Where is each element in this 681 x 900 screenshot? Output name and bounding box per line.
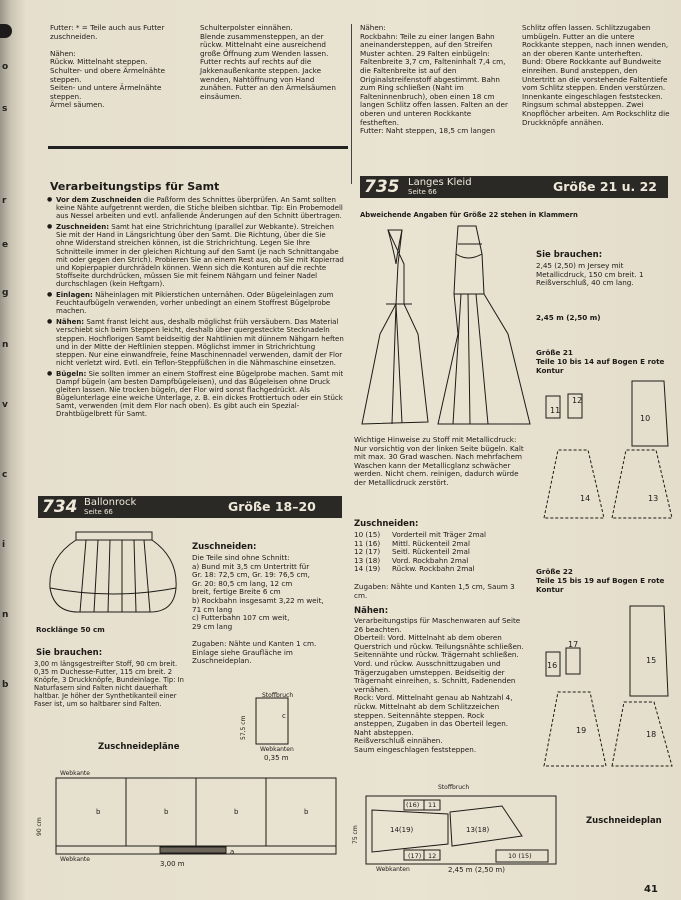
pattern-label-15: 15: [646, 656, 657, 665]
pattern-piece-13: [612, 450, 672, 518]
plan-b-label-2: b: [164, 808, 169, 816]
edge-char: s: [2, 104, 8, 114]
pattern-label-14: 14: [580, 494, 591, 503]
plan-piece-10: 10 (15): [508, 852, 532, 860]
model-734-header: [38, 496, 342, 518]
teil-number: 13 (18): [354, 555, 381, 565]
model-735-size: Größe 21 u. 22: [553, 179, 657, 194]
g21-text: Teile 10 bis 14 auf Bogen E rote Kontur: [536, 357, 665, 375]
g21-title: Größe 21: [536, 348, 573, 357]
bullet-icon: ●: [47, 196, 53, 203]
edge-char: n: [2, 610, 9, 620]
top-col-1: Futter: * = Teile auch aus Futter zuschneiden. Nähen: Rückw. Mittelnaht steppen. Schulter- und obere Ärmelnähte steppen. Seiten- und untere Ärmelnähte steppen. Ärmel säumen.: [50, 23, 165, 110]
plan-piece-11: 11: [428, 801, 437, 809]
samt-bullets: [46, 196, 344, 421]
plan-webkanten-734: Webkanten: [260, 746, 294, 753]
model-734-size: Größe 18–20: [228, 499, 316, 514]
plan-piece-13: 13(18): [466, 826, 490, 834]
pattern-piece-14: [544, 450, 604, 518]
pattern-label-10: 10: [640, 414, 651, 423]
bullet-text: Samt franst leicht aus, deshalb möglichst früh versäubern. Das Material verschiebt sich beim Steppen leicht, deshalb über quergesteckte Stecknadeln steppen. Hochflorigen Samt beidseitig der Nahtlinien mit dünnem Nähgarn heften und in der Mitte der Heftlinien steppen. Möglichst immer in Strichrichtung steppen. Nur eine einwandfreie, feine Maschinennadel verwenden, damit der Flor nicht verletzt wird. Evtl. ein Teflon-Steppfüßchen in die Nähmaschine einsetzen.: [56, 318, 344, 367]
bullet-icon: ●: [47, 369, 53, 377]
m734-sie-brauchen-text: 3,00 m längsgestreifter Stoff, 90 cm breit. 0,35 m Duchesse-Futter, 115 cm breit. 2 Knöpfe, 3 Druckknöpfe, Bundeinlage. Tip: In Naturfasern sind Falten nicht dauerhaft haltbar. Je höher der Synthetikanteil einer Faser ist, um so haltbarer sind Falten.: [34, 660, 184, 708]
samt-bullet: [47, 223, 344, 288]
teil-number: 11 (16): [354, 538, 381, 548]
edge-char: b: [2, 680, 9, 690]
teil-number: 10 (15): [354, 530, 381, 539]
page-number: 41: [644, 884, 658, 895]
edge-char: g: [2, 288, 9, 298]
plan-piece-12: 12: [428, 852, 437, 860]
pattern-piece-18: [612, 702, 672, 766]
bullet-icon: ●: [47, 291, 53, 299]
plan-a-label: a: [230, 848, 235, 856]
m735-naehen-text: Verarbeitungstips für Maschenwaren auf Seite 26 beachten. Oberteil: Vord. Mittelnaht ab dem oberen Querstrich und rückw. Teilungsnähte schließen. Seitennähte und rückw. Trägernaht schließen. Vord. und rückw. Ausschnittzugaben und Trägerzugaben umsteppen. Beidseitig der Trägernaht einreihen, s. Schnitt, Fadenenden vernähen. Rock: Vord. Mittelnaht genau ab Nahtzahl 4, rückw. Mittelnaht ab dem Schlitzzeichen steppen. Seitennähte steppen. Rock ansteppen, Zugaben in das Oberteil legen. Naht absteppen. Reißverschluß einnähen. Saum eingeschlagen feststeppen.: [354, 616, 524, 754]
plan-breite-90: 90 cm: [36, 817, 43, 836]
bullet-lead: Bügeln:: [56, 369, 87, 378]
bullet-lead: Zuschneiden:: [56, 223, 110, 232]
pattern-label-12: 12: [572, 396, 583, 405]
plan-laenge-300: 3,00 m: [160, 860, 185, 868]
plan-b-label-3: b: [234, 808, 239, 816]
model-735-number: 735: [364, 177, 400, 197]
samt-bullet: [47, 291, 344, 316]
plan-piece-17: (17): [408, 852, 422, 860]
edge-char: n: [2, 340, 9, 350]
model-735-abweichend: Abweichende Angaben für Größe 22 stehen in Klammern: [360, 211, 578, 219]
teil-row: [354, 565, 526, 574]
bullet-text: Sie sollten immer an einem Stoffrest eine Bügelprobe machen. Samt mit Dampf bügeln (am besten Dampfbügeleisen), und das Bügeleisen ohne Druck gleiten lassen. Nie trocken bügeln, der Flor wird sonst flachgedrückt. Als Bügelunterlage eine weiche Unterlage, z. B. ein dickes Frottiertuch oder ein Stück Samt, verwenden (mit dem Flor nach oben). Es gibt auch ein Spezial-Drahtbügelbrett für Samt.: [56, 369, 344, 419]
pattern-size-21: [540, 376, 675, 556]
pattern-label-19: 19: [576, 726, 587, 735]
model-734-seite: Seite 66: [84, 508, 113, 516]
center-divider: [351, 24, 352, 184]
teil-text: Mittl. Rückenteil 2mal: [392, 538, 470, 548]
pattern-piece-15: [630, 606, 668, 696]
plan-webkanten-735: Webkanten: [376, 866, 410, 873]
plan-webkante-bottom: Webkante: [60, 856, 90, 863]
top-divider: [48, 146, 348, 149]
top-col-3: Nähen: Rockbahn: Teile zu einer langen Bahn aneinandersteppen, auf den Streifen Muster achten. 29 Falten einbügeln: Faltenbreite 3,7 cm, Falteninhalt 7,4 cm, die Faltenbreite ist auf den Originalstreifenstoff abgestimmt. Bahn zum Ring schließen (Naht im Falteninnenbruch), oben einen 18 cm langen Schlitz offen lassen. Falten an der oberen und unteren Rockkante festheften. Futter: Naht steppen, 18,5 cm langen: [360, 23, 508, 136]
plan-breite-75: 75 cm: [352, 825, 359, 844]
plan-laenge-035: 0,35 m: [264, 754, 289, 762]
model-735-seite: Seite 66: [408, 188, 437, 196]
plan-piece-c: [256, 698, 288, 744]
edge-char: v: [2, 400, 8, 410]
top-col-2: Schulterpolster einnähen. Blende zusammensteppen, an der rückw. Mittelnaht eine ausreichend große Öffnung zum Wenden lassen. Futter rechts auf rechts auf die Jakkenaußenkante steppen. Jacke wenden, Nahtöffnung von Hand zunähen. Futter an den Ärmelsäumen einsäumen.: [200, 23, 336, 101]
model-735-header: [360, 176, 668, 198]
pattern-size-22: [540, 596, 675, 771]
teil-text: Rückw. Rockbahn 2mal: [392, 564, 475, 574]
pattern-piece-17: [566, 648, 580, 674]
plan-laenge-245: 2,45 m (2,50 m): [448, 866, 505, 874]
g22-title: Größe 22: [536, 567, 573, 576]
bullet-icon: ●: [47, 318, 53, 326]
bullet-icon: ●: [47, 223, 53, 231]
teil-text: Vorderteil mit Träger 2mal: [392, 530, 487, 539]
teil-text: Vord. Rockbahn 2mal: [392, 555, 469, 565]
bullet-text: Näheinlagen mit Pikierstichen unternähen. Oder Bügeleinlagen zum Feuchtaufbügeln verwenden, vorher unbedingt an einem Stoffrest Bügelprobe machen.: [56, 291, 334, 316]
teil-text: Seitl. Rückenteil 2mal: [392, 547, 470, 557]
g22-text: Teile 15 bis 19 auf Bogen E rote Kontur: [536, 576, 665, 594]
teil-number: 14 (19): [354, 564, 381, 574]
bullet-lead: Nähen:: [56, 318, 85, 327]
samt-bullet: [47, 196, 344, 221]
balloon-skirt-illustration: [38, 528, 188, 620]
plan-piece-14: 14(19): [390, 826, 414, 834]
samt-bullet: [47, 318, 344, 367]
pattern-label-11: 11: [550, 406, 561, 415]
binding-edge: [0, 0, 14, 900]
m735-hinweise: Wichtige Hinweise zu Stoff mit Metallicdruck: Nur vorsichtig von der linken Seite bügeln. Kalt mit max. 30 Grad waschen. Nach mehrfachem Waschen kann der Metallicglanz schwächer werden. Nicht chem. reinigen, dadurch würde der Metallicdruck zerstört.: [354, 435, 524, 487]
m735-laenge: 2,45 m (2,50 m): [536, 313, 601, 322]
m735-plan-title: Zuschneideplan: [586, 816, 662, 826]
edge-char: c: [2, 470, 8, 480]
pattern-label-18: 18: [646, 730, 657, 739]
m735-sie-brauchen-title: Sie brauchen:: [536, 250, 603, 260]
m735-naehen-title: Nähen:: [354, 606, 389, 616]
layout-plan-skirt: [34, 770, 344, 866]
bullet-text: Samt hat eine Strichrichtung (parallel zur Webkante). Streichen Sie mit der Hand in Längsrichtung über den Samt. Die Richtung, über die Sie ohne Widerstand streichen können, ist die Strichrichtung. Legen Sie Ihre Schnitteile immer in der gleichen Richtung auf den Samt (je nach Schnittangabe mit oder gegen den Strich). Probieren Sie an einem Rest aus, ob Sie mit Kopierrad und Kopierpapier durchrädeln können. Wenn sich die Konturen auf die rechte Stoffseite durchdrücken, müssen Sie mit feinem Nähgarn und feiner Nadel durchschlagen (kein Heftgarn).: [56, 223, 344, 288]
top-col-4: Schlitz offen lassen. Schlitzzugaben umbügeln. Futter an die untere Rockkante steppen, nach innen wenden, an der oberen Kante unterheften. Bund: Obere Rockkante auf Bundweite einreihen. Bund ansteppen, den Untertritt an die vorstehende Faltentiefe vom Schlitz steppen. Enden verstürzen. Innenkante eingeschlagen feststecken. Ringsum schmal absteppen. Zwei Knopflöcher arbeiten. Am Rockschlitz die Druckknöpfe annähen.: [522, 23, 670, 127]
plan-breite-57: 57,5 cm: [240, 715, 247, 740]
edge-char: i: [2, 540, 6, 550]
dress-illustration: [358, 224, 533, 432]
plan-piece-16: (16): [406, 801, 420, 809]
samt-bullet: [47, 369, 344, 419]
m734-rocklaenge: Rocklänge 50 cm: [36, 625, 105, 634]
m735-zugaben: Zugaben: Nähte und Kanten 1,5 cm, Saum 3 cm.: [354, 582, 515, 600]
layout-plan-dress: [352, 792, 562, 872]
bullet-lead: Vor dem Zuschneiden: [56, 196, 142, 204]
m734-zuschneiden-text: Die Teile sind ohne Schnitt: a) Bund mit 3,5 cm Untertritt für Gr. 18: 72,5 cm, Gr. 19: 76,5 cm, Gr. 20: 80,5 cm lang, 12 cm breit, fertige Breite 6 cm b) Rockbahn insgesamt 3,22 m weit, 71 cm lang c) Futterbahn 107 cm weit, 29 cm lang: [192, 553, 324, 631]
plan-b-label-4: b: [304, 808, 309, 816]
bullet-text: die Paßform des Schnittes überprüfen. An Samt sollten keine Nähte aufgetrennt werden, die Stiche bleiben sichtbar. Tip: Ein Probemodell aus Nessel arbeiten und evtl. anfallende Änderungen auf den Schnitt übertragen.: [56, 196, 343, 221]
m734-sie-brauchen-title: Sie brauchen:: [36, 648, 103, 658]
m735-sie-brauchen-text: 2,45 (2,50) m Jersey mit Metallicdruck, 150 cm breit. 1 Reißverschluß, 40 cm lang.: [536, 261, 644, 288]
model-734-number: 734: [42, 497, 78, 517]
pattern-label-16: 16: [547, 661, 558, 670]
m734-zugaben: Zugaben: Nähte und Kanten 1 cm. Einlage siehe Graufläche im Zuschneideplan.: [192, 639, 317, 666]
pattern-piece-19: [544, 692, 606, 766]
plan-stoffbruch-734: Stoffbruch: [262, 692, 294, 699]
edge-char: o: [2, 62, 9, 72]
model-735-title: Langes Kleid: [408, 177, 472, 188]
m735-zuschneiden-title: Zuschneiden:: [354, 519, 419, 529]
plan-stoffbruch-735: Stoffbruch: [438, 784, 470, 791]
plan-c-label: c: [282, 712, 286, 720]
edge-char: r: [2, 196, 7, 206]
plan-webkante-top: Webkante: [60, 770, 90, 777]
m735-teile-list: [354, 531, 526, 574]
binding-tab: [0, 24, 12, 38]
plan-b-label-1: b: [96, 808, 101, 816]
m734-zuschneiden-title: Zuschneiden:: [192, 542, 257, 552]
samt-title: Verarbeitungstips für Samt: [50, 180, 220, 193]
m734-plan-title: Zuschneidepläne: [98, 742, 180, 752]
model-734-title: Ballonrock: [84, 497, 137, 508]
edge-char: e: [2, 240, 9, 250]
teil-number: 12 (17): [354, 547, 381, 557]
pattern-label-13: 13: [648, 494, 659, 503]
pattern-label-17: 17: [568, 640, 579, 649]
bullet-lead: Einlagen:: [56, 291, 93, 300]
